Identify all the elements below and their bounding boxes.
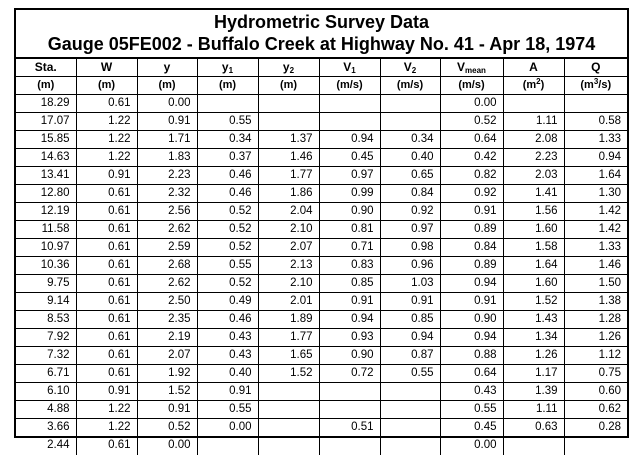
table-cell: 0.97 [319, 167, 380, 185]
table-cell: 1.12 [564, 347, 627, 365]
table-cell: 0.65 [380, 167, 440, 185]
table-cell [258, 383, 319, 401]
column-header [76, 59, 137, 77]
table-cell [380, 113, 440, 131]
column-header-label: V [457, 60, 466, 74]
table-cell: 0.94 [380, 329, 440, 347]
column-unit-label: (m [522, 79, 537, 91]
table-cell [319, 95, 380, 113]
table-row [16, 383, 627, 401]
table-cell: 0.43 [440, 383, 503, 401]
table-cell: 1.89 [258, 311, 319, 329]
title-block [16, 10, 627, 58]
table-cell: 17.07 [16, 113, 76, 131]
table-cell: 0.87 [380, 347, 440, 365]
table-cell: 0.55 [197, 257, 258, 275]
table-cell: 1.42 [564, 221, 627, 239]
table-cell: 9.75 [16, 275, 76, 293]
table-cell: 1.92 [137, 365, 197, 383]
table-cell [380, 419, 440, 437]
table-cell: 9.14 [16, 293, 76, 311]
table-cell: 0.52 [137, 419, 197, 437]
table-cell: 0.00 [440, 437, 503, 455]
survey-sheet [14, 8, 629, 452]
table-cell: 0.00 [137, 95, 197, 113]
column-header-subscript: mean [465, 66, 486, 75]
table-cell: 2.08 [503, 131, 564, 149]
column-unit [16, 77, 76, 95]
column-header-label: V [403, 60, 412, 74]
table-row [16, 221, 627, 239]
table-cell: 0.62 [564, 401, 627, 419]
table-cell: 1.56 [503, 203, 564, 221]
table-cell: 0.89 [440, 221, 503, 239]
table-cell: 1.46 [258, 149, 319, 167]
table-cell: 0.28 [564, 419, 627, 437]
table-cell: 0.55 [440, 401, 503, 419]
column-unit-label: (m) [37, 79, 55, 91]
table-cell: 0.34 [380, 131, 440, 149]
table-cell: 1.22 [76, 149, 137, 167]
table-cell: 0.82 [440, 167, 503, 185]
table-cell: 1.52 [258, 365, 319, 383]
table-cell: 1.60 [503, 275, 564, 293]
table-cell: 0.64 [440, 365, 503, 383]
table-cell: 0.90 [319, 203, 380, 221]
column-header [137, 59, 197, 77]
table-cell [564, 437, 627, 455]
table-cell: 0.72 [319, 365, 380, 383]
table-cell: 2.32 [137, 185, 197, 203]
table-cell: 0.00 [440, 95, 503, 113]
column-unit [76, 77, 137, 95]
table-cell: 0.98 [380, 239, 440, 257]
table-cell: 6.10 [16, 383, 76, 401]
table-row [16, 257, 627, 275]
table-cell: 1.22 [76, 401, 137, 419]
table-cell: 1.83 [137, 149, 197, 167]
table-row [16, 401, 627, 419]
column-unit [137, 77, 197, 95]
table-cell [258, 437, 319, 455]
table-row [16, 203, 627, 221]
table-cell: 0.61 [76, 347, 137, 365]
table-cell: 1.77 [258, 329, 319, 347]
table-cell: 1.77 [258, 167, 319, 185]
table-cell: 7.92 [16, 329, 76, 347]
table-row [16, 437, 627, 455]
table-cell [503, 437, 564, 455]
table-cell: 2.19 [137, 329, 197, 347]
table-cell: 0.52 [197, 221, 258, 239]
table-cell: 1.26 [564, 329, 627, 347]
table-cell: 0.91 [137, 401, 197, 419]
column-header [564, 59, 627, 77]
table-cell: 2.50 [137, 293, 197, 311]
table-cell: 0.84 [440, 239, 503, 257]
column-unit [258, 77, 319, 95]
table-row [16, 347, 627, 365]
table-cell: 0.94 [319, 311, 380, 329]
table-cell: 0.92 [380, 203, 440, 221]
table-cell [197, 95, 258, 113]
column-header [503, 59, 564, 77]
column-unit-label: (m) [218, 79, 237, 91]
table-cell: 2.68 [137, 257, 197, 275]
table-cell: 14.63 [16, 149, 76, 167]
table-cell: 2.62 [137, 221, 197, 239]
table-cell: 18.29 [16, 95, 76, 113]
column-header [440, 59, 503, 77]
table-cell: 10.36 [16, 257, 76, 275]
table-cell: 0.94 [440, 329, 503, 347]
table-cell: 0.55 [380, 365, 440, 383]
table-row [16, 293, 627, 311]
column-unit-label: (m) [158, 79, 176, 91]
table-cell: 0.91 [440, 203, 503, 221]
table-cell: 1.86 [258, 185, 319, 203]
table-cell: 2.23 [137, 167, 197, 185]
units-row [16, 77, 627, 95]
table-cell: 12.80 [16, 185, 76, 203]
table-cell: 2.07 [258, 239, 319, 257]
table-cell: 1.11 [503, 113, 564, 131]
table-cell [258, 95, 319, 113]
table-cell: 0.91 [319, 293, 380, 311]
table-cell: 0.34 [197, 131, 258, 149]
table-cell: 0.61 [76, 329, 137, 347]
page-subtitle: Gauge 05FE002 - Buffalo Creek at Highway No. 41 - Apr 18, 1974 [47, 34, 596, 54]
table-cell: 0.90 [319, 347, 380, 365]
table-cell: 2.10 [258, 221, 319, 239]
table-cell: 8.53 [16, 311, 76, 329]
table-cell: 2.35 [137, 311, 197, 329]
table-cell: 1.22 [76, 419, 137, 437]
table-cell: 0.61 [76, 239, 137, 257]
column-header [258, 59, 319, 77]
table-cell: 0.96 [380, 257, 440, 275]
table-cell: 2.03 [503, 167, 564, 185]
table-row [16, 185, 627, 203]
table-cell [319, 383, 380, 401]
table-cell: 2.10 [258, 275, 319, 293]
table-cell: 0.00 [197, 419, 258, 437]
table-cell: 0.61 [76, 293, 137, 311]
column-unit-tail: ) [540, 79, 545, 91]
table-row [16, 167, 627, 185]
table-cell: 1.64 [503, 257, 564, 275]
table-cell: 0.46 [197, 311, 258, 329]
table-cell: 0.85 [380, 311, 440, 329]
table-cell: 2.56 [137, 203, 197, 221]
table-body [16, 95, 627, 455]
table-cell: 7.32 [16, 347, 76, 365]
table-row [16, 149, 627, 167]
table-cell: 0.94 [564, 149, 627, 167]
table-cell: 0.52 [440, 113, 503, 131]
table-cell: 0.51 [319, 419, 380, 437]
table-cell: 0.61 [76, 203, 137, 221]
column-unit [503, 77, 564, 95]
table-cell: 0.61 [76, 437, 137, 455]
table-cell: 1.43 [503, 311, 564, 329]
table-cell: 0.88 [440, 347, 503, 365]
table-cell: 6.71 [16, 365, 76, 383]
table-cell: 0.93 [319, 329, 380, 347]
table-cell: 1.03 [380, 275, 440, 293]
column-unit-tail: /s) [598, 79, 612, 91]
table-cell [258, 113, 319, 131]
column-unit-label: (m/s) [458, 79, 485, 91]
table-cell: 15.85 [16, 131, 76, 149]
table-cell: 13.41 [16, 167, 76, 185]
table-row [16, 419, 627, 437]
table-cell: 0.85 [319, 275, 380, 293]
table-cell: 0.91 [380, 293, 440, 311]
table-cell: 2.13 [258, 257, 319, 275]
table-cell: 0.52 [197, 239, 258, 257]
table-cell: 1.22 [76, 131, 137, 149]
column-header-label: Q [591, 60, 601, 74]
table-cell: 1.65 [258, 347, 319, 365]
table-cell: 0.43 [197, 347, 258, 365]
column-unit [440, 77, 503, 95]
table-cell: 1.11 [503, 401, 564, 419]
table-cell: 0.55 [197, 113, 258, 131]
table-cell: 0.75 [564, 365, 627, 383]
table-cell: 1.17 [503, 365, 564, 383]
table-cell [380, 401, 440, 419]
table-cell [319, 401, 380, 419]
table-cell: 2.01 [258, 293, 319, 311]
table-cell: 2.62 [137, 275, 197, 293]
table-cell: 0.84 [380, 185, 440, 203]
table-cell: 0.40 [380, 149, 440, 167]
table-cell: 1.39 [503, 383, 564, 401]
table-cell: 0.46 [197, 167, 258, 185]
column-unit-label: (m) [279, 79, 298, 91]
table-cell [380, 95, 440, 113]
table-cell: 0.92 [440, 185, 503, 203]
table-cell: 0.81 [319, 221, 380, 239]
table-cell [258, 401, 319, 419]
column-unit [197, 77, 258, 95]
table-cell [564, 95, 627, 113]
table-cell: 1.37 [258, 131, 319, 149]
column-header-label: Sta. [34, 60, 57, 74]
table-cell: 0.52 [197, 275, 258, 293]
table-cell: 1.52 [137, 383, 197, 401]
column-unit-label: (m [580, 79, 594, 91]
column-header-label: y [282, 60, 290, 74]
table-cell: 1.46 [564, 257, 627, 275]
table-cell: 1.33 [564, 131, 627, 149]
table-cell: 1.42 [564, 203, 627, 221]
table-cell: 0.61 [76, 257, 137, 275]
table-cell [503, 95, 564, 113]
table-cell: 0.94 [440, 275, 503, 293]
table-cell: 0.99 [319, 185, 380, 203]
column-unit-superscript: 2 [536, 77, 541, 86]
table-cell: 0.91 [197, 383, 258, 401]
table-cell: 0.52 [197, 203, 258, 221]
table-cell: 10.97 [16, 239, 76, 257]
column-header [16, 59, 76, 77]
table-cell: 0.61 [76, 311, 137, 329]
table-cell [380, 437, 440, 455]
table-cell: 1.60 [503, 221, 564, 239]
table-row [16, 365, 627, 383]
table-cell: 1.28 [564, 311, 627, 329]
column-header-label: V [343, 60, 352, 74]
table-row [16, 275, 627, 293]
table-cell: 0.61 [76, 275, 137, 293]
table-cell: 0.91 [137, 113, 197, 131]
table-cell: 0.43 [197, 329, 258, 347]
column-unit-superscript: 3 [593, 77, 599, 86]
column-header-subscript: 1 [228, 66, 234, 75]
table-cell: 0.46 [197, 185, 258, 203]
table-cell: 0.58 [564, 113, 627, 131]
table-cell: 0.97 [380, 221, 440, 239]
table-cell: 0.55 [197, 401, 258, 419]
table-cell: 1.38 [564, 293, 627, 311]
table-cell [319, 113, 380, 131]
table-cell: 2.07 [137, 347, 197, 365]
table-cell: 0.91 [76, 167, 137, 185]
table-cell: 1.34 [503, 329, 564, 347]
table-cell: 12.19 [16, 203, 76, 221]
column-header [380, 59, 440, 77]
table-cell: 1.64 [564, 167, 627, 185]
column-unit-label: (m) [97, 79, 116, 91]
column-unit-label: (m/s) [396, 79, 424, 91]
table-cell: 2.04 [258, 203, 319, 221]
header-row [16, 59, 627, 77]
table-cell: 0.71 [319, 239, 380, 257]
table-cell [197, 437, 258, 455]
table-cell: 1.30 [564, 185, 627, 203]
table-cell: 1.22 [76, 113, 137, 131]
column-header-subscript: 1 [351, 66, 356, 75]
table-cell: 0.83 [319, 257, 380, 275]
table-cell: 4.88 [16, 401, 76, 419]
table-cell: 0.90 [440, 311, 503, 329]
table-cell: 3.66 [16, 419, 76, 437]
table-cell: 0.89 [440, 257, 503, 275]
column-header-label: y [163, 60, 171, 74]
table-cell: 1.33 [564, 239, 627, 257]
column-header-subscript: 2 [411, 66, 417, 75]
page-title: Hydrometric Survey Data [213, 12, 430, 32]
table-cell [380, 383, 440, 401]
table-cell: 2.23 [503, 149, 564, 167]
table-cell: 0.61 [76, 185, 137, 203]
column-header-label: W [100, 60, 113, 74]
table-cell: 0.45 [440, 419, 503, 437]
table-row [16, 131, 627, 149]
table-cell: 11.58 [16, 221, 76, 239]
table-cell: 0.45 [319, 149, 380, 167]
table-cell: 1.41 [503, 185, 564, 203]
column-unit [564, 77, 627, 95]
column-header-label: y [221, 60, 229, 74]
table-row [16, 329, 627, 347]
table-cell: 0.37 [197, 149, 258, 167]
table-cell: 0.91 [76, 383, 137, 401]
table-cell [319, 437, 380, 455]
table-row [16, 239, 627, 257]
table-cell: 0.40 [197, 365, 258, 383]
table-cell: 0.63 [503, 419, 564, 437]
column-header [319, 59, 380, 77]
column-unit [380, 77, 440, 95]
table-cell: 2.59 [137, 239, 197, 257]
survey-table [16, 58, 627, 455]
table-cell: 0.49 [197, 293, 258, 311]
column-header [197, 59, 258, 77]
table-cell: 0.60 [564, 383, 627, 401]
table-cell: 2.44 [16, 437, 76, 455]
table-cell: 0.61 [76, 365, 137, 383]
table-cell: 1.50 [564, 275, 627, 293]
table-cell: 0.61 [76, 221, 137, 239]
table-cell: 1.26 [503, 347, 564, 365]
table-row [16, 113, 627, 131]
column-header-subscript: 2 [289, 66, 295, 75]
table-cell: 0.61 [76, 95, 137, 113]
table-cell: 1.52 [503, 293, 564, 311]
table-cell: 0.91 [440, 293, 503, 311]
table-cell: 0.64 [440, 131, 503, 149]
column-unit-label: (m/s) [336, 79, 363, 91]
table-row [16, 311, 627, 329]
table-cell: 1.71 [137, 131, 197, 149]
table-cell: 0.94 [319, 131, 380, 149]
table-cell: 0.00 [137, 437, 197, 455]
table-cell: 1.58 [503, 239, 564, 257]
column-header-label: A [529, 60, 538, 74]
table-cell: 0.42 [440, 149, 503, 167]
column-unit [319, 77, 380, 95]
table-row [16, 95, 627, 113]
table-cell [258, 419, 319, 437]
